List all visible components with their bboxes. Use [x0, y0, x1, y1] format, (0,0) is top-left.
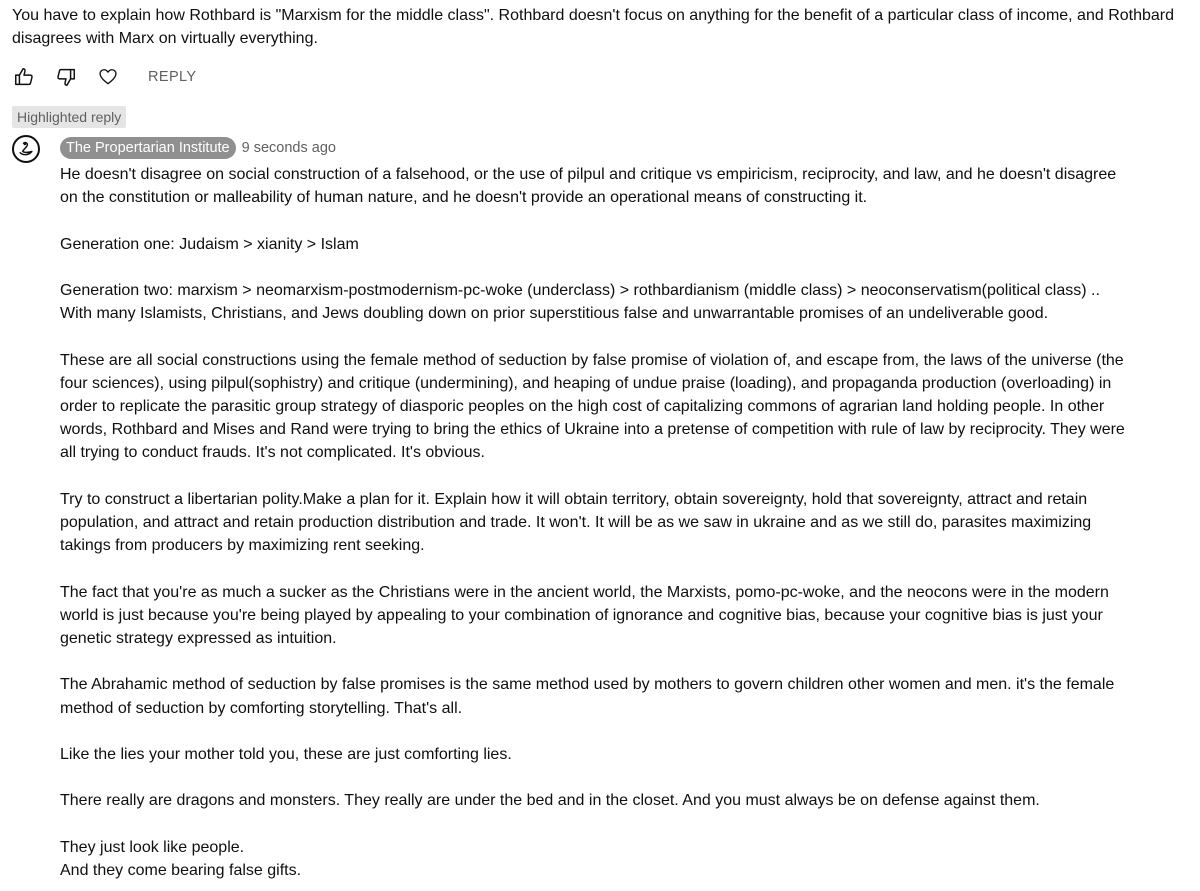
reply-paragraph [60, 673, 1192, 719]
author-name[interactable]: The Propertarian Institute [60, 137, 236, 159]
reply-text-line: Generation two: marxism > neomarxism-postmodernism-pc-woke (underclass) > rothbardianism (middle class) > neoconservatism(political class) .. [60, 281, 1100, 299]
reply-text-line: The Abrahamic method of seduction by false promises is the same method used by mothers to govern children other women and men. it's the female [60, 676, 1115, 694]
reply-timestamp[interactable]: 9 seconds ago [241, 140, 336, 156]
reply-paragraph [60, 789, 1192, 812]
reply-paragraph [60, 743, 1192, 766]
reply-paragraph [60, 163, 1192, 209]
reply-text-line: Generation one: Judaism > xianity > Islam [60, 235, 359, 253]
reply-text-line: And they come bearing false gifts. [60, 861, 302, 879]
reply-text-line: With many Islamists, Christians, and Jews doubling down on prior superstitious false and unwarrantable promises of an undeliverable good. [60, 305, 1049, 323]
swan-logo-icon [16, 139, 36, 159]
reply-button[interactable]: REPLY [148, 69, 197, 85]
reply-paragraph [60, 836, 1192, 882]
reply-text-line: genetic strategy expressed as intuition. [60, 629, 337, 647]
thumbs-up-icon[interactable] [12, 65, 36, 89]
reply-text-line: four sciences), using pilpul(sophistry) and critique (undermining), and heaping of undue praise (loading), and propaganda production (overloading) in [60, 374, 1112, 392]
reply-paragraph [60, 581, 1192, 651]
heart-icon[interactable] [96, 65, 120, 89]
reply-text-line: population, and attract and retain production distribution and trade. It won't. It will be as we saw in ukraine and as we still do, parasites maximizing [60, 513, 1092, 531]
reply-text-line: There really are dragons and monsters. They really are under the bed and in the closet. And you must always be on defense against them. [60, 792, 1040, 810]
reply-body [60, 163, 1192, 882]
reply-text-line: Try to construct a libertarian polity.Make a plan for it. Explain how it will obtain territory, obtain sovereignty, hold that sovereignty, attract and retain [60, 490, 1088, 508]
reply-paragraph [60, 488, 1192, 558]
reply-text-line: Like the lies your mother told you, these are just comforting lies. [60, 745, 512, 763]
reply-text-line: They just look like people. [60, 838, 245, 856]
highlighted-reply-badge: Highlighted reply [12, 106, 126, 128]
reply-text-line: on the constitution or malleability of human nature, and he doesn't provide an operational means of constructing it. [60, 189, 868, 207]
reply-paragraph [60, 349, 1192, 465]
reply-text-line: The fact that you're as much a sucker as the Christians were in the ancient world, the Marxists, pomo-pc-woke, and the neocons were in the modern [60, 583, 1109, 601]
reply-text-line: world is just because you're being played by appealing to your combination of ignorance and cognitive bias, because your cognitive bias is just your [60, 606, 1103, 624]
avatar[interactable] [12, 135, 40, 163]
reply-text-line: takings from producers by maximizing rent seeking. [60, 537, 425, 555]
reply-text-line: method of seduction by comforting storytelling. That's all. [60, 699, 463, 717]
reply-paragraph [60, 279, 1192, 325]
reply-paragraph [60, 233, 1192, 256]
reply-text-line: words, Rothbard and Mises and Rand were trying to bring the ethics of Ukraine into a pretense of competition with rule of law by reciprocity. They were [60, 421, 1125, 439]
reply-text-line: all trying to conduct frauds. It's not complicated. It's obvious. [60, 444, 485, 462]
reply-header [60, 137, 336, 159]
reply-text-line: These are all social constructions using the female method of seduction by false promise of violation of, and escape from, the laws of the universe (the [60, 351, 1124, 369]
parent-comment-text: You have to explain how Rothbard is "Marxism for the middle class". Rothbard doesn't focus on anything for the benefit of a particular class of income, and Rothbard disagrees with Marx on virtually everything. [12, 7, 1175, 47]
thumbs-down-icon[interactable] [54, 65, 78, 89]
reply-text-line: He doesn't disagree on social construction of a falsehood, or the use of pilpul and critique vs empiricism, reciprocity, and law, and he doesn't disagree [60, 166, 1117, 183]
reply-text-line: order to replicate the parasitic group strategy of diasporic peoples on the high cost of capitalizing commons of agrarian land holding people. In other [60, 397, 1105, 415]
comment-action-bar [12, 64, 196, 90]
